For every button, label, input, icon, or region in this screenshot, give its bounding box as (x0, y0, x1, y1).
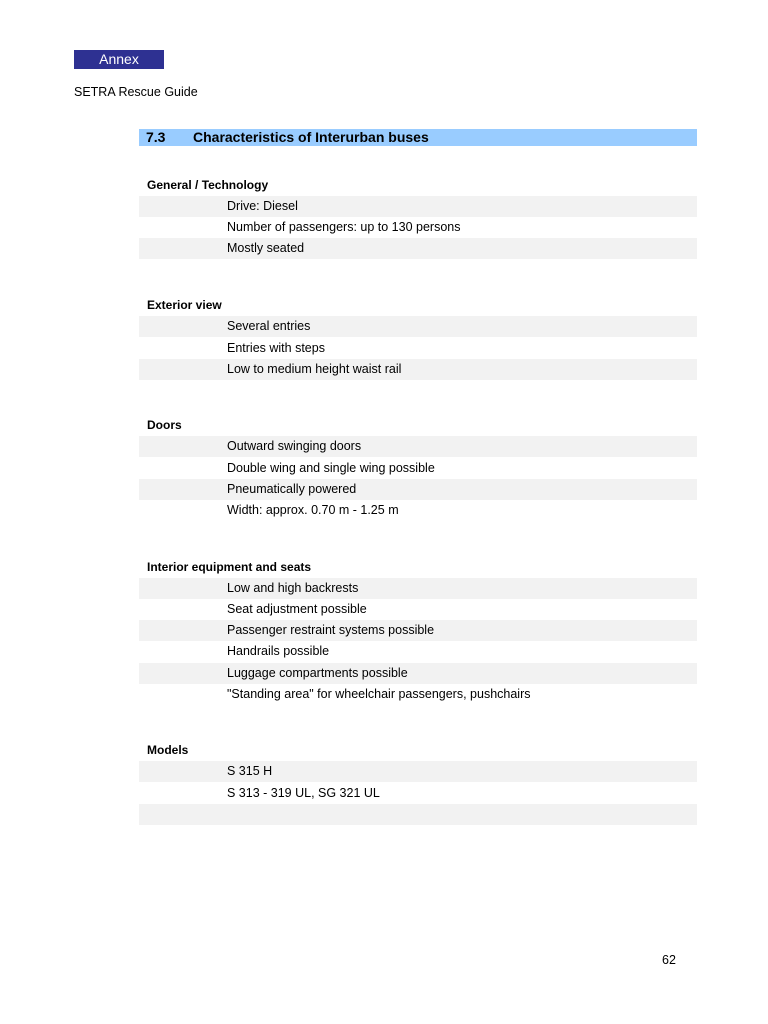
list-item-text: Double wing and single wing possible (227, 461, 435, 475)
list-item (139, 599, 697, 620)
list-item-text: "Standing area" for wheelchair passengers, pushchairs (227, 687, 531, 701)
section-heading (139, 129, 697, 146)
list-item-text: Outward swinging doors (227, 439, 362, 453)
list-item (139, 217, 697, 238)
list-item-text: Number of passengers: up to 130 persons (227, 220, 461, 234)
list-item-text: Mostly seated (227, 241, 305, 255)
list-item (139, 663, 697, 684)
group-title-doors: Doors (147, 418, 182, 432)
list-item (139, 458, 697, 479)
list-item (139, 338, 697, 359)
list-item (139, 761, 697, 782)
list-item (139, 620, 697, 641)
list-item-text: S 313 - 319 UL, SG 321 UL (227, 786, 380, 800)
group-title-interior: Interior equipment and seats (147, 560, 312, 574)
list-item-text: Entries with steps (227, 341, 325, 355)
list-item-text: Pneumatically powered (227, 482, 357, 496)
list-item (139, 436, 697, 457)
list-item-text: S 315 H (227, 764, 273, 778)
list-item-text: Luggage compartments possible (227, 666, 408, 680)
annex-tab: Annex (74, 50, 164, 69)
list-item-text: Width: approx. 0.70 m - 1.25 m (227, 503, 399, 517)
list-item-text: Low to medium height waist rail (227, 362, 402, 376)
list-item (139, 684, 697, 705)
document-title: SETRA Rescue Guide (74, 85, 198, 99)
section-number: 7.3 (146, 129, 166, 145)
list-item-text: Low and high backrests (227, 581, 359, 595)
list-item (139, 238, 697, 259)
list-item-text: Seat adjustment possible (227, 602, 367, 616)
group-title-exterior: Exterior view (147, 298, 222, 312)
list-item (139, 641, 697, 662)
list-item-text: Passenger restraint systems possible (227, 623, 435, 637)
group-title-general: General / Technology (147, 178, 269, 192)
page-number: 62 (662, 953, 676, 967)
list-item-text: Several entries (227, 319, 311, 333)
list-item-text: Handrails possible (227, 644, 330, 658)
list-item (139, 783, 697, 804)
list-item (139, 316, 697, 337)
group-title-models: Models (147, 743, 189, 757)
list-item-text: Drive: Diesel (227, 199, 298, 213)
list-item (139, 479, 697, 500)
list-item (139, 196, 697, 217)
list-item (139, 578, 697, 599)
empty-row (139, 804, 697, 825)
section-title: Characteristics of Interurban buses (193, 129, 429, 145)
list-item (139, 359, 697, 380)
list-item (139, 500, 697, 521)
